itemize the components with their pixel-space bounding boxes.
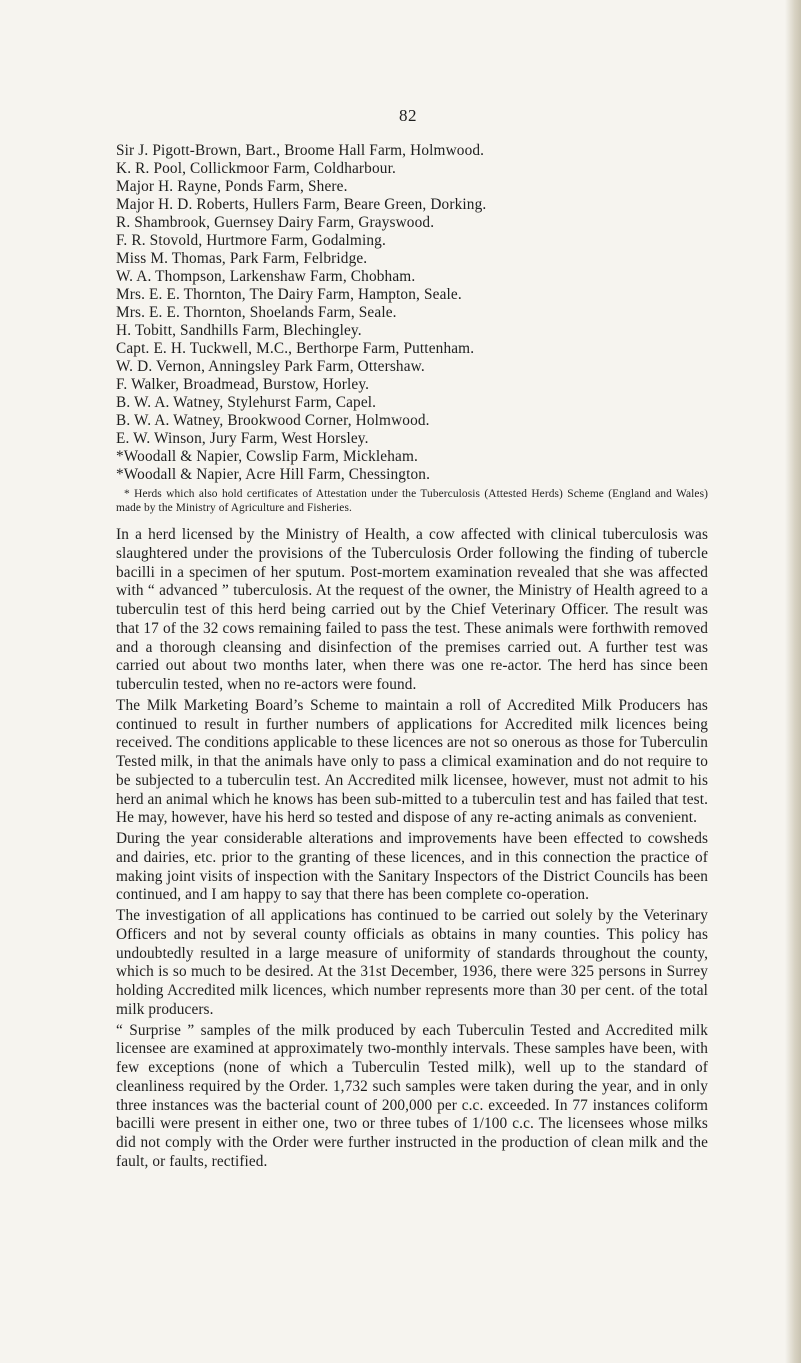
footnote-text: * Herds which also hold certificates of Attestation under the Tuberculosis (Attested Herds) Scheme (England and Wales) made by the Ministry of Agriculture and Fisheries. bbox=[116, 488, 708, 514]
list-item: H. Tobitt, Sandhills Farm, Blechingley. bbox=[116, 322, 362, 339]
list-item: R. Shambrook, Guernsey Dairy Farm, Grayswood. bbox=[116, 214, 435, 231]
page-number: 82 bbox=[399, 106, 417, 125]
list-item: *Woodall & Napier, Acre Hill Farm, Chessington. bbox=[116, 466, 431, 483]
list-item: Sir J. Pigott-Brown, Bart., Broome Hall Farm, Holmwood. bbox=[116, 142, 485, 159]
list-item: E. W. Winson, Jury Farm, West Horsley. bbox=[116, 430, 369, 447]
list-item: W. A. Thompson, Larkenshaw Farm, Chobham. bbox=[116, 268, 416, 285]
list-item: K. R. Pool, Collickmoor Farm, Coldharbour. bbox=[116, 160, 396, 177]
list-item: Mrs. E. E. Thornton, The Dairy Farm, Hampton, Seale. bbox=[116, 286, 462, 303]
paragraph-alterations: During the year considerable alterations and improvements have been effected to cowsheds and dairies, etc. prior to the granting of these licences, and in this connection the practice of making joint visits of inspection with the Sanitary Inspectors of the District Councils has been continued, and I am happy to say that there has been complete co-operation. bbox=[116, 830, 708, 904]
list-item: Major H. D. Roberts, Hullers Farm, Beare Green, Dorking. bbox=[116, 196, 487, 213]
paragraph-tuberculosis-case: In a herd licensed by the Ministry of Health, a cow affected with clinical tuberculosis was slaughtered under the provisions of the Tuberculosis Order following the finding of tubercle bacilli in a specimen of her sputum. Post-mortem examination revealed that she was affected with “ advanced ” tuberculosis. At the request of the owner, the Ministry of Health agreed to a tuberculin test of this herd being carried out by the Chief Veterinary Officer. The result was that 17 of the 32 cows remaining failed to pass the test. These animals were forthwith removed and a thorough cleansing and disinfection of the premises carried out. A further test was carried out about two months later, when there was one re-actor. The herd has since been tuberculin tested, when no re-actors were found. bbox=[116, 526, 708, 693]
list-item: B. W. A. Watney, Stylehurst Farm, Capel. bbox=[116, 394, 377, 411]
page-content bbox=[116, 142, 708, 1172]
list-item: *Woodall & Napier, Cowslip Farm, Mickleham. bbox=[116, 448, 418, 465]
licensee-list bbox=[116, 142, 708, 484]
list-item: F. Walker, Broadmead, Burstow, Horley. bbox=[116, 376, 370, 393]
paragraph-accredited-scheme: The Milk Marketing Board’s Scheme to maintain a roll of Accredited Milk Producers has continued to result in further numbers of applications for Accredited milk licences being received. The conditions applicable to these licences are not so onerous as those for Tuberculin Tested milk, in that the animals have only to pass a climical examination and do not require to be subjected to a tuberculin test. An Accredited milk licensee, however, must not admit to his herd an animal which he knows has been sub-mitted to a tuberculin test and has failed that test. He may, however, have his herd so tested and dispose of any re-acting animals as convenient. bbox=[116, 696, 708, 827]
footnote bbox=[116, 487, 708, 515]
list-item: W. D. Vernon, Anningsley Park Farm, Ottershaw. bbox=[116, 358, 425, 375]
paragraph-investigation: The investigation of all applications has continued to be carried out solely by the Veterinary Officers and not by several county officials as obtains in many counties. This policy has undoubtedly resulted in a large measure of uniformity of standards throughout the county, which is so much to be desired. At the 31st December, 1936, there were 325 persons in Surrey holding Accredited milk licences, which number represents more than 30 per cent. of the total milk producers. bbox=[116, 907, 708, 1018]
list-item: Capt. E. H. Tuckwell, M.C., Berthorpe Farm, Puttenham. bbox=[116, 340, 475, 357]
list-item: Major H. Rayne, Ponds Farm, Shere. bbox=[116, 178, 348, 195]
paragraph-surprise-samples: “ Surprise ” samples of the milk produced by each Tuberculin Tested and Accredited milk licensee are examined at approximately two-monthly intervals. These samples have been, with few exceptions (none of which a Tuberculin Tested milk), well up to the standard of cleanliness required by the Order. 1,732 such samples were taken during the year, and in only three instances was the bacterial count of 200,000 per c.c. exceeded. In 77 instances coliform bacilli were present in either one, two or three tubes of 1/100 c.c. The licensees whose milks did not comply with the Order were further instructed in the production of clean milk and the fault, or faults, rectified. bbox=[116, 1021, 708, 1170]
page-edge-shadow bbox=[785, 0, 801, 1363]
list-item: Miss M. Thomas, Park Farm, Felbridge. bbox=[116, 250, 368, 267]
list-item: F. R. Stovold, Hurtmore Farm, Godalming. bbox=[116, 232, 386, 249]
list-item: Mrs. E. E. Thornton, Shoelands Farm, Seale. bbox=[116, 304, 397, 321]
list-item: B. W. A. Watney, Brookwood Corner, Holmwood. bbox=[116, 412, 430, 429]
